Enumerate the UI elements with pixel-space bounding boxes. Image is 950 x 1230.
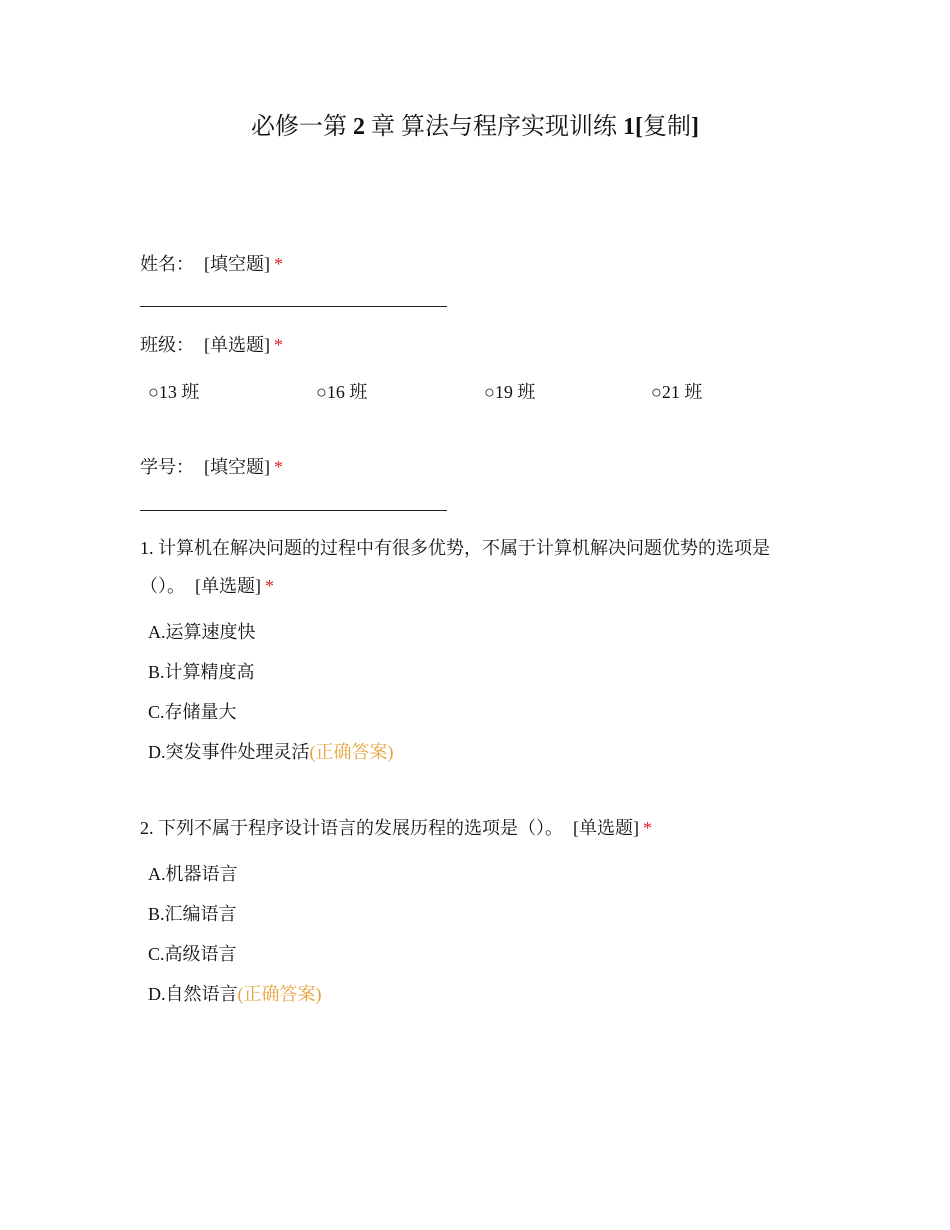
- q2-text: [140, 814, 652, 842]
- title-chapter-number: 2: [353, 114, 365, 140]
- name-question-label: [140, 250, 283, 278]
- q1-option-d: D.突发事件处理灵活: [148, 742, 310, 762]
- question-type: [填空题]: [204, 457, 270, 477]
- q1-text-line2: （）。: [140, 576, 185, 596]
- correct-answer-note: (正确答案): [237, 984, 322, 1004]
- required-mark: *: [274, 254, 283, 274]
- class-question-label: [140, 331, 283, 359]
- question-type: [单选题]: [573, 818, 639, 838]
- required-mark: *: [265, 576, 274, 596]
- q1-option-d-row[interactable]: [148, 738, 394, 766]
- id-label: 学号：: [140, 457, 194, 477]
- q1-option-a[interactable]: A.运算速度快: [148, 622, 256, 642]
- name-label: 姓名：: [140, 254, 194, 274]
- title-text-2: 章 算法与程序实现训练: [371, 114, 617, 140]
- name-input-line[interactable]: [140, 306, 447, 307]
- class-option-16[interactable]: ○16 班: [316, 382, 368, 402]
- question-type: [单选题]: [204, 335, 270, 355]
- class-option-21[interactable]: ○21 班: [651, 382, 703, 402]
- title-suffix: 1[: [623, 114, 643, 140]
- id-question-label: [140, 453, 283, 481]
- q2-text-content: 2. 下列不属于程序设计语言的发展历程的选项是（）。: [140, 818, 563, 838]
- required-mark: *: [274, 335, 283, 355]
- title-text: 必修一第: [251, 114, 347, 140]
- q1-option-c[interactable]: C.存储量大: [148, 702, 237, 722]
- q1-option-b[interactable]: B.计算精度高: [148, 662, 255, 682]
- required-mark: *: [643, 818, 652, 838]
- q1-text-line1: 1. 计算机在解决问题的过程中有很多优势，不属于计算机解决问题优势的选项是: [140, 538, 770, 558]
- required-mark: *: [274, 457, 283, 477]
- title-copy-label: 复制: [643, 114, 691, 140]
- correct-answer-note: (正确答案): [309, 742, 394, 762]
- class-label: 班级：: [140, 335, 194, 355]
- question-type: [填空题]: [204, 254, 270, 274]
- class-option-13[interactable]: ○13 班: [148, 382, 200, 402]
- class-option-19[interactable]: ○19 班: [484, 382, 536, 402]
- q2-option-b[interactable]: B.汇编语言: [148, 904, 237, 924]
- q2-option-c[interactable]: C.高级语言: [148, 944, 237, 964]
- q2-option-d-row[interactable]: [148, 980, 322, 1008]
- title-suffix-close: ]: [691, 114, 699, 140]
- id-input-line[interactable]: [140, 510, 447, 511]
- page-title: [0, 110, 950, 144]
- q1-text: [140, 529, 820, 605]
- question-type: [单选题]: [195, 576, 261, 596]
- q2-option-d: D.自然语言: [148, 984, 238, 1004]
- q2-option-a[interactable]: A.机器语言: [148, 864, 238, 884]
